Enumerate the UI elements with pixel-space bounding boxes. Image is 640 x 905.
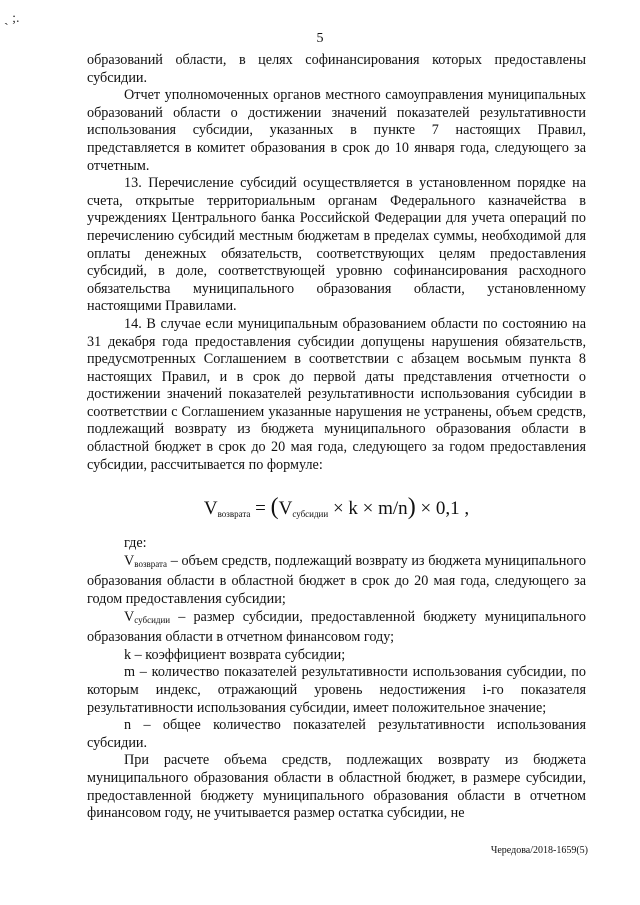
def-v-subsidy-text: – размер субсидии, предоставленной бюджету муниципального образования области в отчетном финансовом году; bbox=[87, 608, 586, 646]
formula-lhs-var: V bbox=[203, 498, 218, 520]
paragraph-13: 13. Перечисление субсидий осуществляется в установленном порядке на счета, открытые территориальным органам Федерального казначейства в учреждениях Центрального банка Российской Федерации для учета операций по перечислению субсидий местным бюджетам в пределах суммы, необходимой для оплаты денежных обязательств, соответствующих целям предоставления субсидий, в доле, соответствующей уровню софинансирования расходного обязательства муниципального образования области, установленному настоящими Правилами. bbox=[87, 175, 586, 315]
document-code: Чередова/2018-1659(5) bbox=[490, 845, 588, 856]
formula-eq: = bbox=[250, 498, 271, 520]
def-v-return-var: V bbox=[124, 552, 135, 569]
body-text bbox=[87, 52, 586, 823]
paragraph-continuation: образований области, в целях софинансирования которых предоставлены субсидии. bbox=[87, 52, 586, 86]
formula-close-paren: ) bbox=[407, 494, 416, 521]
page-number: 5 bbox=[316, 31, 324, 46]
formula-open-paren: ( bbox=[270, 494, 279, 521]
definition-k: k – коэффициент возврата субсидии; bbox=[124, 646, 346, 663]
formula-tail: × 0,1 , bbox=[415, 498, 470, 520]
formula-lhs-sub: возврата bbox=[217, 509, 251, 520]
formula-rhs-var: V bbox=[278, 498, 293, 520]
where-label: где: bbox=[124, 535, 147, 552]
def-v-return-sub: возврата bbox=[134, 558, 168, 569]
def-v-return-text: – объем средств, подлежащий возврату из бюджета муниципального образования области в областной бюджет в срок до 20 мая года, следующего за годом предоставления субсидии; bbox=[87, 552, 586, 608]
formula-rhs-sub: субсидии bbox=[292, 509, 329, 520]
def-v-subsidy-sub: субсидии bbox=[134, 614, 171, 625]
paragraph-report: Отчет уполномоченных органов местного самоуправления муниципальных образований области о достижении значений показателей результативности использования субсидии, указанных в пункте 7 настоящих Правил, представляется в комитет образования в срок до 10 января года, следующего за отчетным. bbox=[87, 87, 586, 174]
def-v-subsidy-var: V bbox=[124, 608, 135, 625]
return-formula bbox=[87, 494, 586, 527]
definition-n: n – общее количество показателей результативности использования субсидии. bbox=[87, 717, 586, 751]
definition-v-subsidy bbox=[87, 609, 586, 647]
definition-m: m – количество показателей результативности использования субсидии, по которым индекс, отражающий уровень недостижения i-го показателя результативности использования субсидии, имеет положительное значение; bbox=[87, 664, 586, 716]
scan-specks: ˎ ;. bbox=[4, 11, 20, 26]
paragraph-calculation: При расчете объема средств, подлежащих возврату из бюджета муниципального образования области в областной бюджет, в размере субсидии, предоставленной бюджету муниципального образования области в отчетном финансовом году, не учитывается размер остатка субсидии, не bbox=[87, 752, 586, 822]
formula-product: × k × m/n bbox=[328, 498, 408, 520]
paragraph-14: 14. В случае если муниципальным образованием области по состоянию на 31 декабря года предоставления субсидии допущены нарушения обязательств, предусмотренных Соглашением в соответствии с абзацем восьмым пункта 8 настоящих Правил, и в срок до первой даты представления отчетности о достижении значений показателей результативности использования субсидии в соответствии с Соглашением указанные нарушения не устранены, объем средств, подлежащий возврату из бюджета муниципального образования области в областной бюджет в срок до 20 мая года, следующего за годом предоставления субсидии, рассчитывается по формуле: bbox=[87, 315, 586, 473]
definition-v-return bbox=[87, 553, 586, 609]
